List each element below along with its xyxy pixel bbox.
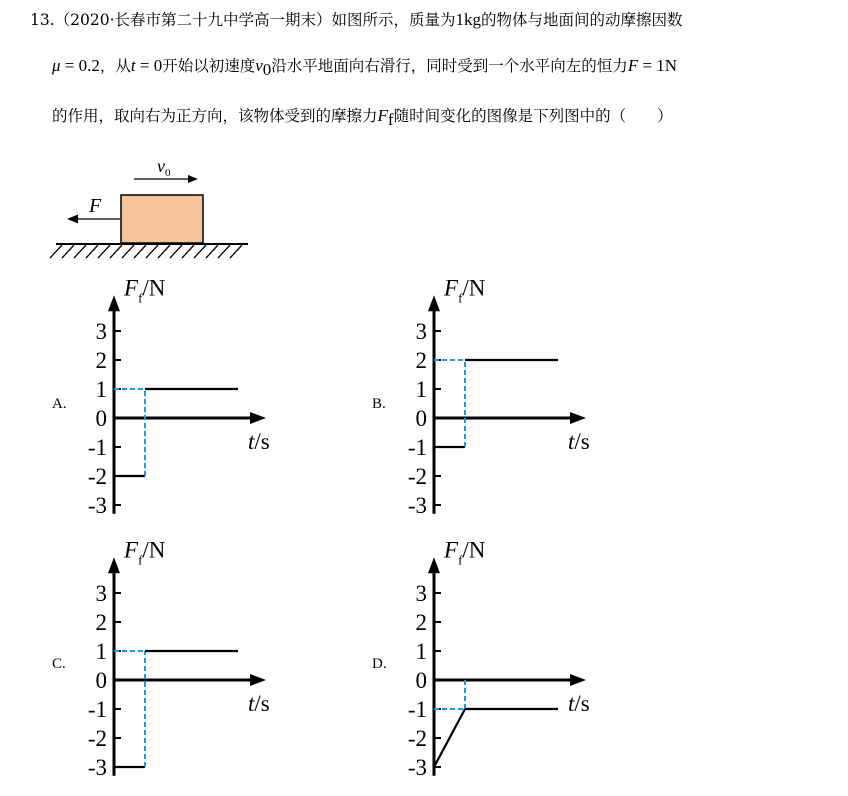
- y-tick-label: -2: [87, 464, 107, 489]
- option-label: A.: [52, 396, 67, 412]
- x-axis-arrow: [570, 412, 586, 424]
- hatch-line: [158, 245, 170, 258]
- chart-option-1: [52, 275, 270, 518]
- y-tick-label: -2: [87, 726, 107, 751]
- y-tick-label: 3: [95, 319, 107, 344]
- Ff-symbol: F: [377, 106, 388, 125]
- y-axis-label: $F_f/N$: [444, 275, 486, 306]
- hatch-line: [230, 245, 242, 258]
- hatch-line: [50, 245, 62, 258]
- x-axis-label: t/s: [248, 691, 270, 716]
- y-tick-label: 3: [415, 581, 427, 606]
- chart-option-2: [372, 275, 590, 518]
- y-tick-label: -1: [87, 435, 107, 460]
- hatch-line: [98, 245, 110, 258]
- y-axis-arrow: [108, 295, 120, 311]
- force-label: F: [89, 195, 102, 217]
- mass-value: 1kg: [455, 10, 482, 29]
- question-text-3a: 的作用，取向右为正方向，该物体受到的摩擦力: [52, 107, 378, 125]
- y-tick-label: 2: [415, 348, 427, 373]
- F-value: = 1N: [638, 56, 678, 75]
- force-arrow-head: [67, 215, 78, 224]
- hatch-line: [122, 245, 134, 258]
- hatch-line: [86, 245, 98, 258]
- question-number: 13.: [30, 11, 55, 29]
- hatch-line: [194, 245, 206, 258]
- y-tick-label: -3: [407, 493, 427, 518]
- x-axis-label: t/s: [568, 691, 590, 716]
- y-tick-label: -3: [87, 493, 107, 518]
- hatch-line: [134, 245, 146, 258]
- y-tick-label: 0: [415, 668, 427, 693]
- y-tick-label: -2: [407, 464, 427, 489]
- y-tick-label: 2: [95, 610, 107, 635]
- x-axis-arrow: [250, 674, 266, 686]
- hatch-line: [218, 245, 230, 258]
- y-tick-label: -3: [87, 755, 107, 780]
- y-tick-label: 2: [95, 348, 107, 373]
- t-symbol: t: [130, 56, 136, 75]
- mu-symbol: μ: [52, 56, 61, 75]
- y-tick-label: -3: [407, 755, 427, 780]
- velocity-label: $v_0$: [157, 156, 171, 179]
- v-symbol: v: [255, 56, 263, 75]
- y-tick-label: -1: [407, 697, 427, 722]
- y-tick-label: 2: [415, 610, 427, 635]
- chart-option-3: [52, 537, 270, 780]
- v-subscript: 0: [262, 60, 272, 80]
- question-text-1: 如图所示，质量为: [331, 11, 456, 29]
- question-text-1-tail: 的物体与地面间的动摩擦因数: [481, 11, 683, 29]
- y-tick-label: 1: [95, 377, 107, 402]
- Ff-subscript: f: [387, 110, 394, 130]
- y-axis-arrow: [428, 295, 440, 311]
- hatch-line: [146, 245, 158, 258]
- y-tick-label: -2: [407, 726, 427, 751]
- F-symbol: F: [627, 56, 639, 75]
- hatch-line: [110, 245, 122, 258]
- answer-charts: [52, 275, 590, 780]
- hatch-line: [170, 245, 182, 258]
- y-axis-arrow: [428, 557, 440, 573]
- y-tick-label: 1: [415, 377, 427, 402]
- hatch-line: [62, 245, 74, 258]
- y-tick-label: 0: [95, 668, 107, 693]
- option-label: B.: [372, 396, 386, 412]
- y-tick-label: 1: [415, 639, 427, 664]
- y-axis-arrow: [108, 557, 120, 573]
- t-value: = 0: [135, 56, 163, 75]
- x-axis-arrow: [250, 412, 266, 424]
- question-text-2b: 开始以初速度: [162, 57, 256, 75]
- question-text-3b: 随时间变化的图像是下列图中的（ ）: [393, 107, 673, 125]
- option-label: C.: [52, 656, 66, 672]
- y-axis-label: $F_f/N$: [124, 275, 166, 306]
- x-axis-arrow: [570, 674, 586, 686]
- question-text-2a: ，从: [99, 57, 131, 75]
- x-axis-label: t/s: [248, 429, 270, 454]
- y-tick-label: 3: [415, 319, 427, 344]
- hatch-line: [74, 245, 86, 258]
- y-tick-label: 0: [415, 406, 427, 431]
- x-axis-label: t/s: [568, 429, 590, 454]
- y-tick-label: 0: [95, 406, 107, 431]
- mu-value: = 0.2: [60, 56, 100, 75]
- y-tick-label: -1: [407, 435, 427, 460]
- block-diagram: [50, 156, 248, 258]
- ground-hatch: [50, 245, 242, 258]
- y-axis-label: $F_f/N$: [124, 537, 166, 568]
- y-tick-label: -1: [87, 697, 107, 722]
- option-label: D.: [372, 656, 387, 672]
- block: [121, 195, 203, 243]
- hatch-line: [182, 245, 194, 258]
- chart-option-4: [372, 537, 590, 780]
- y-tick-label: 1: [95, 639, 107, 664]
- velocity-arrow-head: [188, 175, 198, 183]
- question-source: （2020·长春市第二十九中学高一期末）: [54, 11, 332, 29]
- question-text-2c: 沿水平地面向右滑行，同时受到一个水平向左的恒力: [271, 57, 628, 75]
- hatch-line: [206, 245, 218, 258]
- y-tick-label: 3: [95, 581, 107, 606]
- y-axis-label: $F_f/N$: [444, 537, 486, 568]
